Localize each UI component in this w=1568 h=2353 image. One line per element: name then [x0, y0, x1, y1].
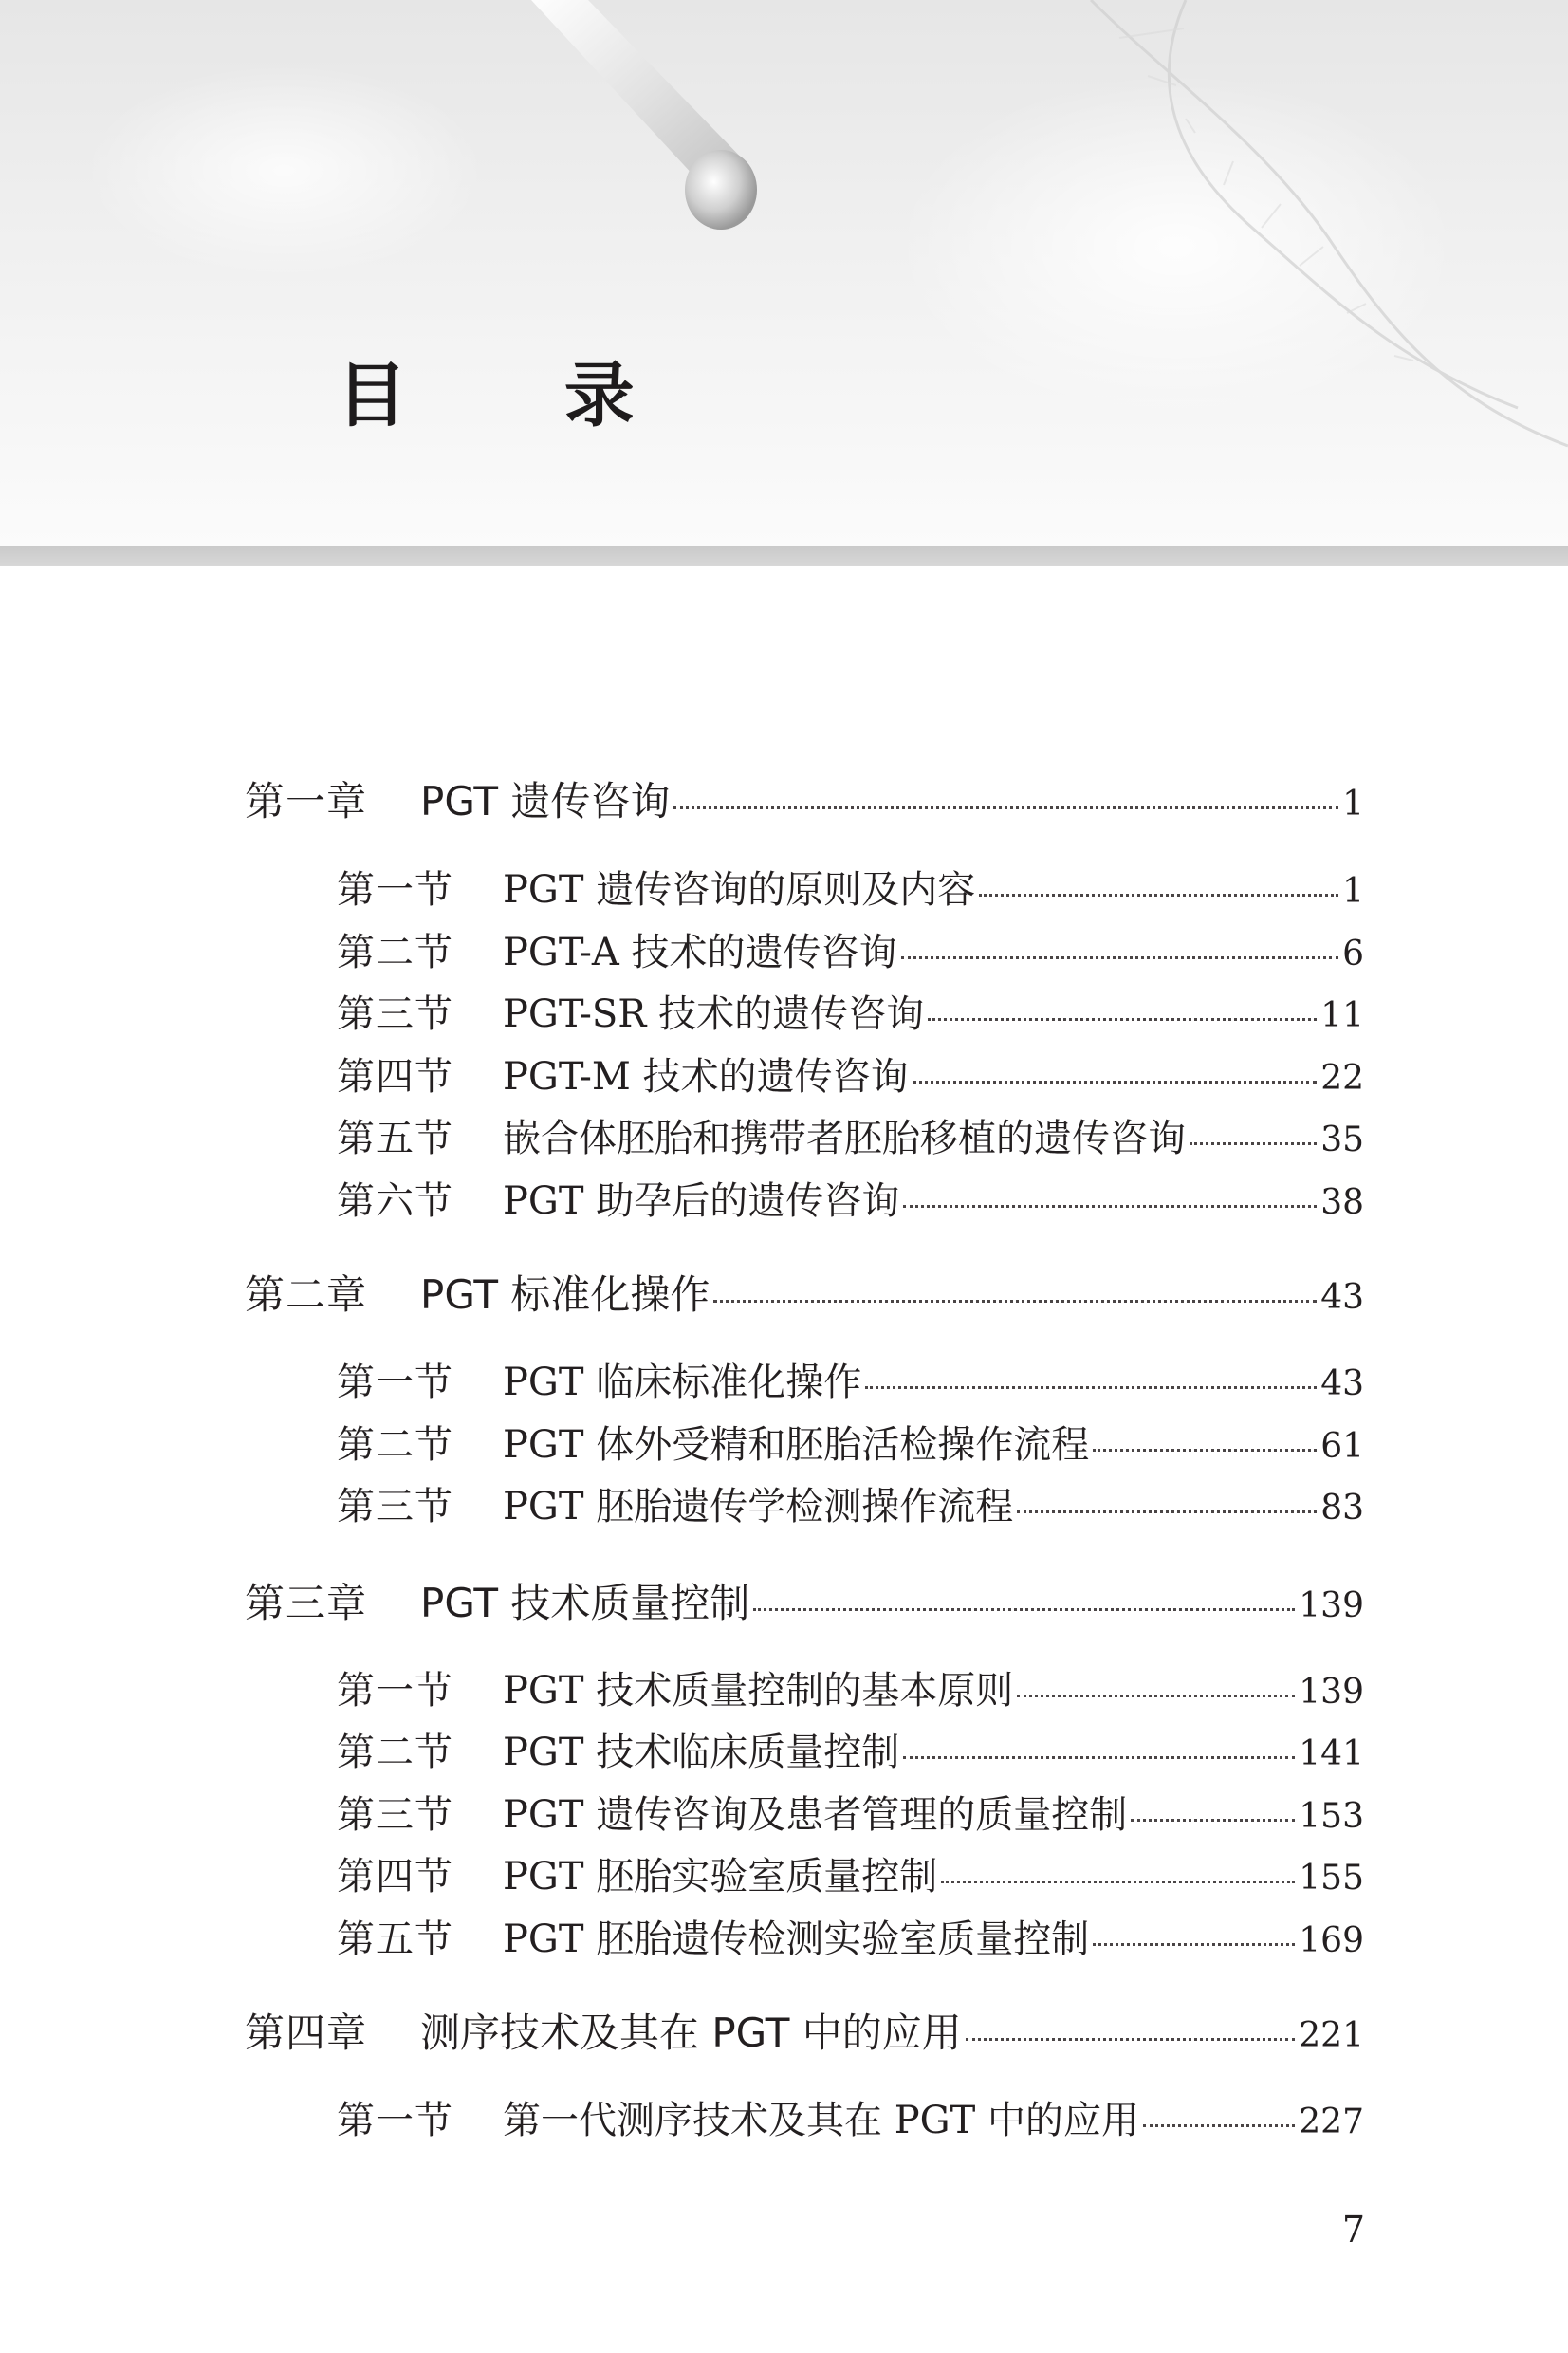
toc-entry-page: 43 [1320, 1278, 1364, 1317]
toc-entry-page: 38 [1320, 1183, 1364, 1222]
toc-entry-page: 35 [1320, 1121, 1364, 1159]
toc-entry-title: PGT 体外受精和胚胎活检操作流程 [503, 1423, 1090, 1467]
toc-section-entry[interactable] [337, 1415, 1364, 1469]
dot-leader [865, 1382, 1317, 1389]
toc-entry-title: PGT-A 技术的遗传咨询 [503, 931, 897, 974]
toc-entry-label: 第一节 [337, 1361, 453, 1404]
toc-section-entry[interactable] [337, 1660, 1364, 1714]
toc-entry-page: 153 [1299, 1797, 1364, 1836]
dot-leader [1017, 1507, 1317, 1513]
toc-entry-page: 221 [1299, 2016, 1364, 2055]
toc-entry-page: 1 [1342, 785, 1364, 824]
header-divider [0, 546, 1568, 566]
toc-entry-title: PGT 胚胎实验室质量控制 [503, 1855, 938, 1899]
toc-entry-label: 第二节 [337, 1731, 453, 1774]
toc-entry-title: PGT 临床标准化操作 [503, 1361, 862, 1404]
toc-entry-title: PGT 标准化操作 [420, 1271, 710, 1318]
toc-section-entry[interactable] [337, 1171, 1364, 1225]
toc-entry-page: 139 [1299, 1586, 1364, 1625]
toc-entry-label: 第一节 [337, 868, 453, 912]
toc-entry-label: 第三节 [337, 1793, 453, 1837]
toc-entry-title: PGT-M 技术的遗传咨询 [503, 1055, 909, 1099]
toc-section-entry[interactable] [337, 1909, 1364, 1963]
toc-entry-page: 22 [1320, 1059, 1364, 1098]
dot-leader [753, 1604, 1295, 1611]
dot-leader [903, 1752, 1295, 1759]
toc-section-entry[interactable] [337, 1722, 1364, 1776]
dot-leader [966, 2034, 1296, 2041]
toc-section-entry[interactable] [337, 922, 1364, 976]
dot-leader [713, 1296, 1317, 1303]
toc-entry-label: 第二节 [337, 1423, 453, 1467]
toc-entry-page: 11 [1320, 996, 1364, 1035]
toc-entry-page: 6 [1342, 935, 1364, 973]
dot-leader [673, 803, 1338, 809]
dot-leader [903, 1201, 1317, 1208]
toc-section-entry[interactable] [337, 984, 1364, 1038]
dot-leader [941, 1877, 1295, 1883]
dot-leader [1093, 1445, 1317, 1452]
toc-entry-label: 第三章 [245, 1580, 368, 1626]
dot-leader [1017, 1691, 1295, 1697]
toc-entry-label: 第一节 [337, 2099, 453, 2142]
toc-chapter-entry[interactable] [245, 770, 1364, 827]
toc-entry-label: 第五节 [337, 1918, 453, 1961]
dot-leader [1093, 1939, 1295, 1946]
toc-section-entry[interactable] [337, 1846, 1364, 1900]
toc-entry-page: 61 [1320, 1427, 1364, 1466]
toc-entry-label: 第四章 [245, 2010, 368, 2056]
toc-entry-label: 第一章 [245, 778, 368, 824]
toc-section-entry[interactable] [337, 1352, 1364, 1406]
page-title: 目 录 [337, 355, 701, 436]
toc-entry-title: PGT-SR 技术的遗传咨询 [503, 992, 925, 1036]
dot-leader [1131, 1815, 1295, 1822]
toc-section-entry[interactable] [337, 1108, 1364, 1162]
toc-entry-title: 嵌合体胚胎和携带者胚胎移植的遗传咨询 [503, 1117, 1186, 1160]
dot-leader [913, 1077, 1318, 1084]
toc-entry-label: 第五节 [337, 1117, 453, 1160]
toc-entry-title: PGT 遗传咨询及患者管理的质量控制 [503, 1793, 1128, 1837]
dot-leader [1143, 2121, 1295, 2127]
toc-chapter-entry[interactable] [245, 1264, 1364, 1321]
toc-section-entry[interactable] [337, 860, 1364, 914]
toc-chapter-entry[interactable] [245, 1572, 1364, 1629]
toc-section-entry[interactable] [337, 1047, 1364, 1101]
toc-section-entry[interactable] [337, 1785, 1364, 1839]
dot-leader [928, 1014, 1317, 1021]
toc-entry-label: 第三节 [337, 992, 453, 1036]
toc-entry-page: 227 [1299, 2103, 1364, 2141]
toc-entry-title: PGT 胚胎遗传学检测操作流程 [503, 1485, 1014, 1529]
toc-entry-label: 第二节 [337, 931, 453, 974]
header-banner [0, 0, 1568, 546]
toc-entry-label: 第二章 [245, 1271, 368, 1318]
toc-entry-page: 169 [1299, 1921, 1364, 1960]
toc-entry-label: 第一节 [337, 1669, 453, 1713]
toc-entry-page: 83 [1320, 1489, 1364, 1528]
toc-entry-page: 139 [1299, 1673, 1364, 1712]
pipette-dna-illustration [0, 0, 1568, 546]
toc-entry-title: PGT 技术临床质量控制 [503, 1731, 900, 1774]
toc-entry-title: PGT 遗传咨询 [420, 778, 671, 824]
toc-entry-label: 第六节 [337, 1179, 453, 1223]
dot-leader [979, 890, 1338, 897]
toc-entry-title: PGT 技术质量控制 [420, 1580, 750, 1626]
toc-entry-label: 第三节 [337, 1485, 453, 1529]
toc-entry-page: 141 [1299, 1734, 1364, 1773]
toc-chapter-entry[interactable] [245, 2002, 1364, 2059]
toc-entry-page: 1 [1342, 872, 1364, 911]
page-number: 7 [1341, 2209, 1365, 2251]
toc-entry-title: 第一代测序技术及其在 PGT 中的应用 [503, 2099, 1139, 2142]
toc-section-entry[interactable] [337, 1476, 1364, 1530]
toc-entry-title: PGT 技术质量控制的基本原则 [503, 1669, 1014, 1713]
dot-leader [901, 953, 1339, 959]
toc-entry-title: 测序技术及其在 PGT 中的应用 [420, 2010, 962, 2056]
toc-entry-page: 43 [1320, 1364, 1364, 1403]
dot-leader [1190, 1139, 1317, 1145]
toc-entry-label: 第四节 [337, 1055, 453, 1099]
toc-entry-label: 第四节 [337, 1855, 453, 1899]
toc-entry-title: PGT 胚胎遗传检测实验室质量控制 [503, 1918, 1090, 1961]
toc-entry-title: PGT 助孕后的遗传咨询 [503, 1179, 900, 1223]
toc-section-entry[interactable] [337, 2090, 1364, 2144]
toc-entry-page: 155 [1299, 1859, 1364, 1898]
toc-entry-title: PGT 遗传咨询的原则及内容 [503, 868, 976, 912]
